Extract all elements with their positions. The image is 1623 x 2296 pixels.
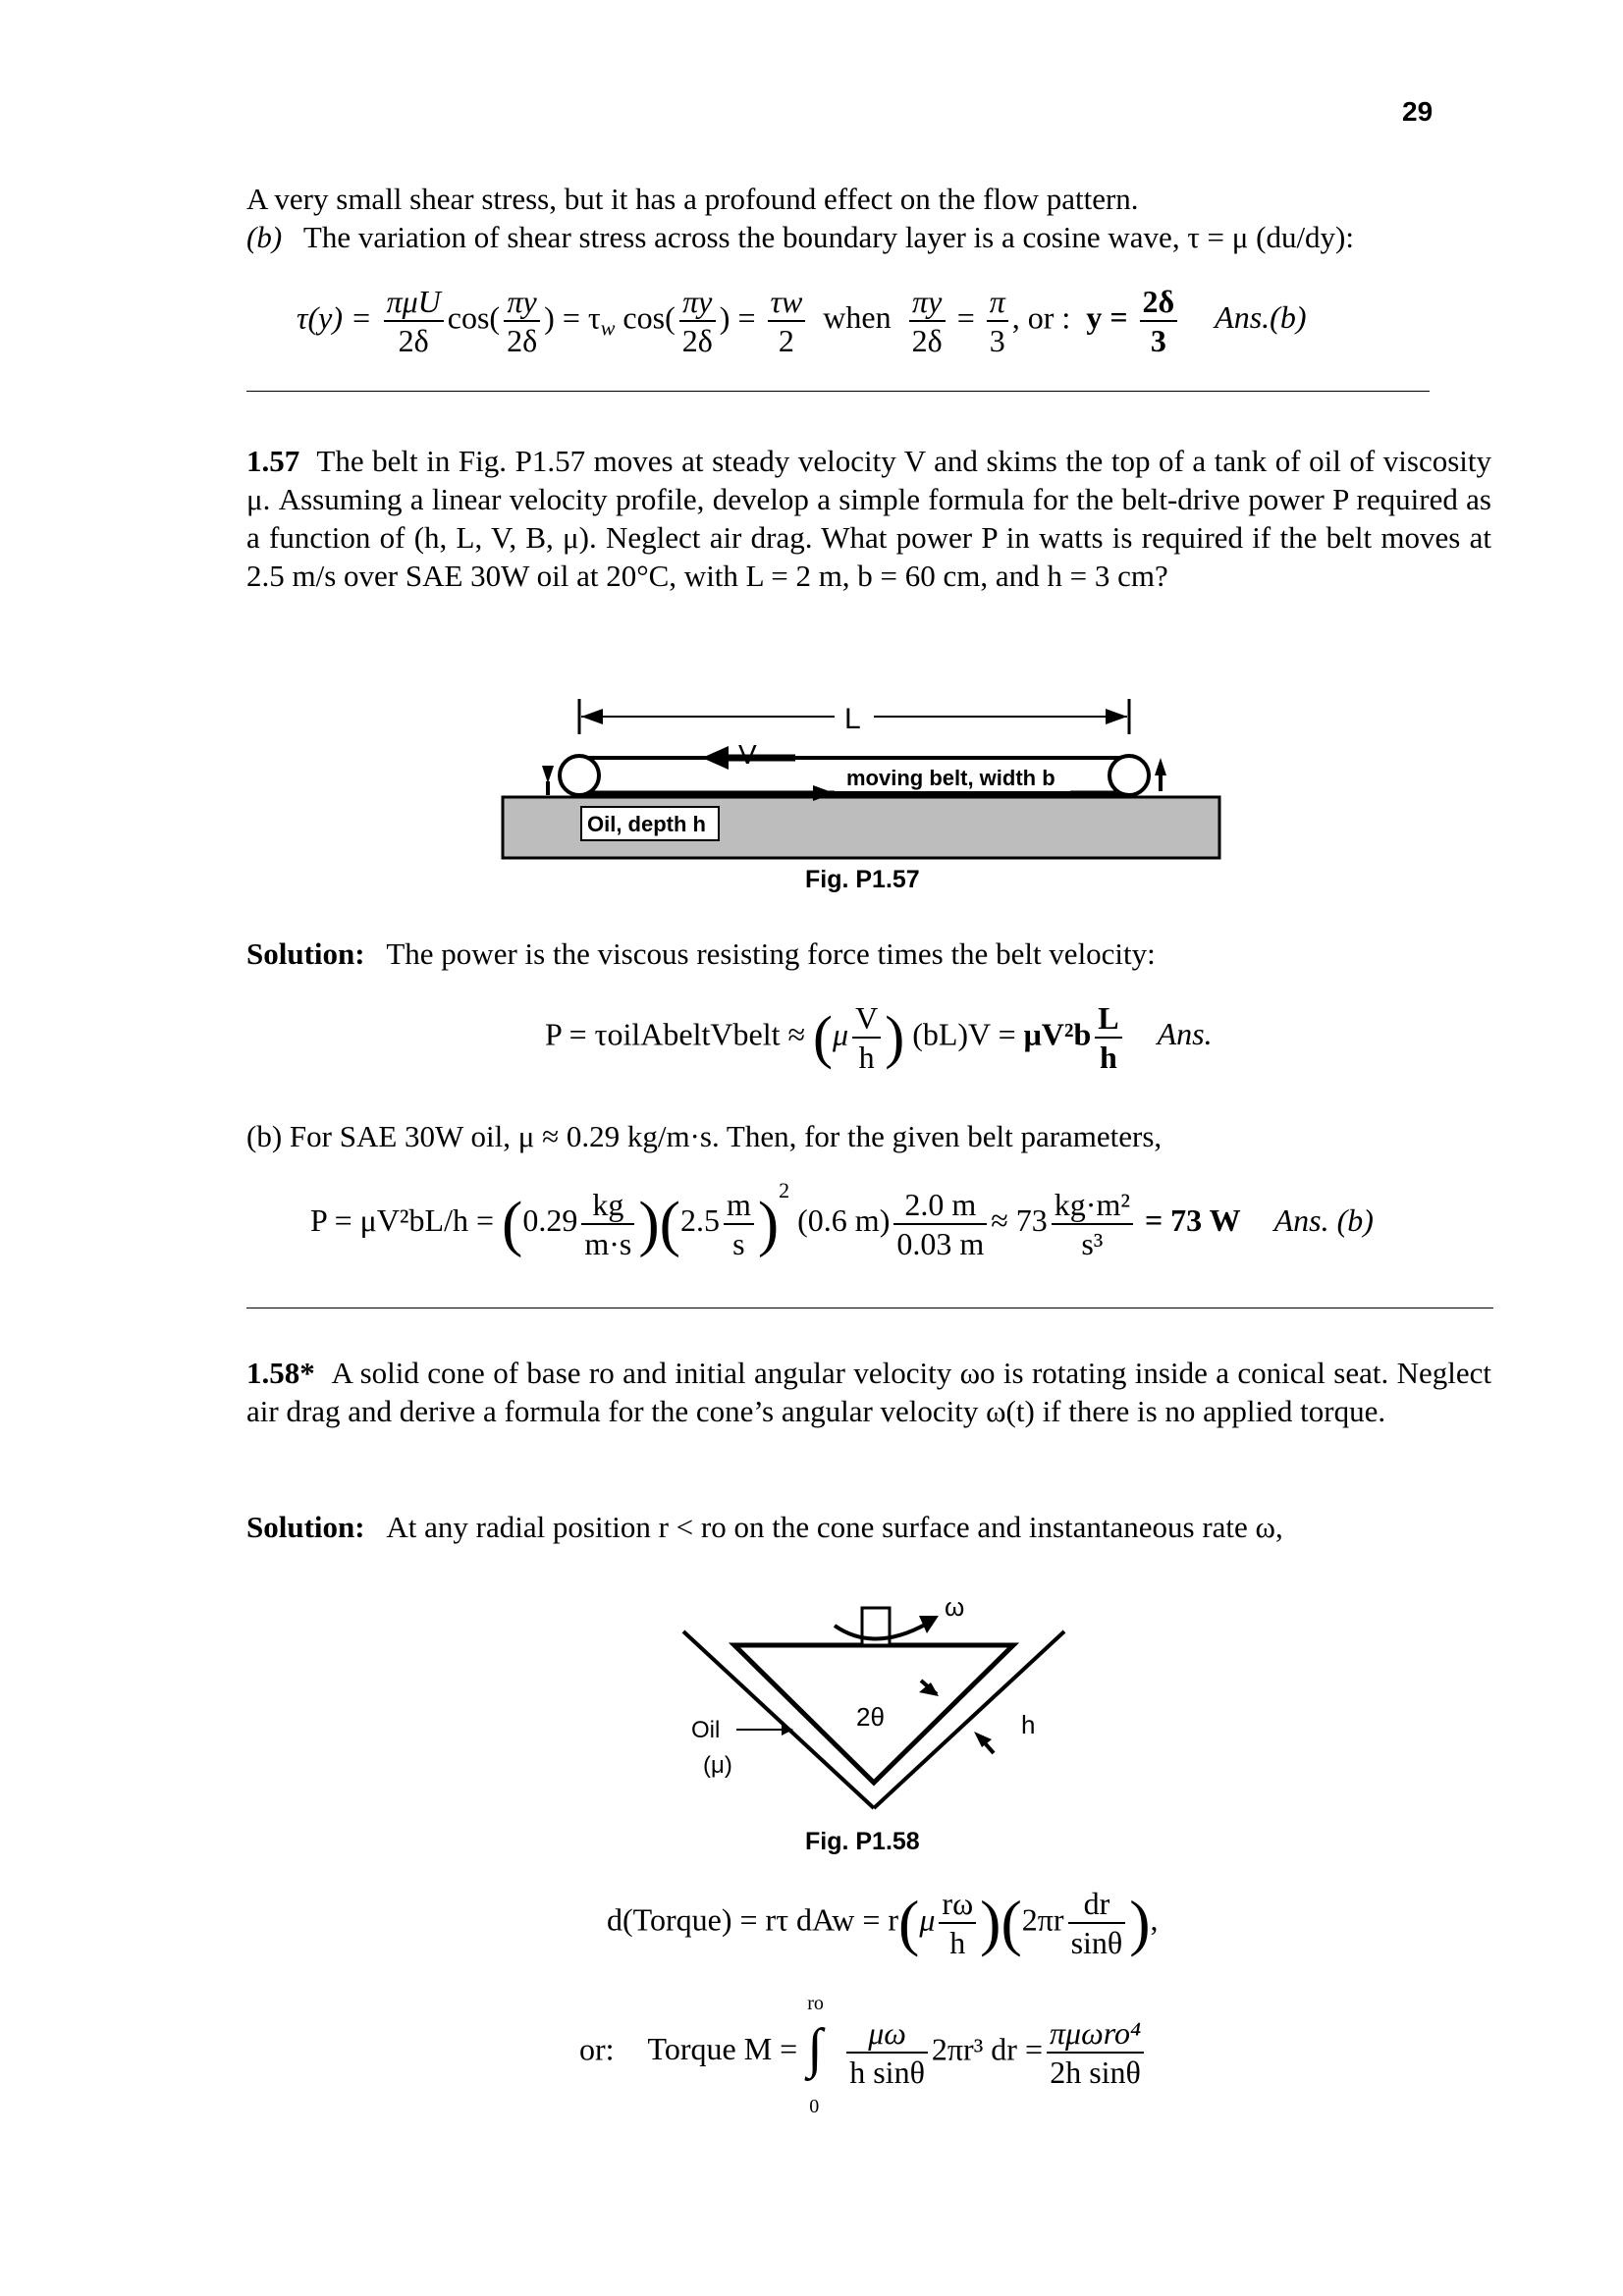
fraction bbox=[852, 999, 881, 1076]
fraction bbox=[384, 283, 444, 359]
solution-label: Solution: bbox=[246, 936, 365, 971]
eq-value: 2.5 bbox=[679, 1202, 720, 1238]
eq-mu: μ bbox=[919, 1901, 936, 1938]
eq-lhs: Torque M = bbox=[647, 2031, 798, 2067]
fraction bbox=[679, 283, 716, 359]
fraction bbox=[1047, 2014, 1144, 2091]
eq-lhs: d(Torque) = rτ dAw = r bbox=[607, 1901, 899, 1938]
equation-power-numeric: P = μV²bL/h = (0.29 $\frac{kg}{m\cdot s}$ )(2.5 $\frac{m}{s}$ )$^2$ (0.6 m) $\frac{2.0 m}{0.03 m}$ ≈ 73 $\frac{\text{kg·m²}}{\text{s³}}$ = 73 W Ans. (b) bbox=[310, 1178, 1374, 1261]
fraction-result bbox=[1095, 999, 1121, 1076]
solution-157-part-b: (b) For SAE 30W oil, μ ≈ 0.29 kg/m·s. Then, for the given belt parameters, bbox=[246, 1119, 1163, 1153]
numerator: kg bbox=[592, 1186, 624, 1222]
numerator: πμωro⁴ bbox=[1050, 2015, 1142, 2051]
denominator: 2h sinθ bbox=[1047, 2052, 1144, 2091]
eq-mu: μ bbox=[833, 1016, 849, 1052]
eq-text: cos( bbox=[615, 299, 676, 336]
solution-157-intro bbox=[246, 934, 1156, 973]
denominator: 0.03 m bbox=[893, 1223, 987, 1262]
denominator: sinθ bbox=[1068, 1922, 1126, 1961]
denominator: 2δ bbox=[504, 320, 540, 359]
problem-text: The belt in Fig. P1.57 moves at steady velocity V and skims the top of a tank of oil of viscosity μ. Assuming a linear velocity profile, develop a simple formula for the belt-drive power P required as a function of (h, L, V, B, μ). Neglect air drag. What power P in watts is required if the belt moves at 2.5 m/s over SAE 30W oil at 20°C, with L = 2 m, b = 60 cm, and h = 3 cm? bbox=[246, 444, 1492, 593]
equation-power: P = τoilAbeltVbelt ≈ (μ $\frac{V}{h}$ ) (bL)V = μV²b $\frac{L}{h}$ Ans. bbox=[545, 1000, 1213, 1075]
numerator: rω bbox=[942, 1886, 974, 1921]
belt-text: moving belt, width b bbox=[846, 766, 1055, 790]
solution-text: The power is the viscous resisting force times the belt velocity: bbox=[386, 936, 1156, 971]
rotation-arrow-left bbox=[542, 766, 554, 783]
problem-157-statement bbox=[246, 442, 1491, 595]
label-oil: Oil bbox=[691, 1717, 721, 1743]
pulley-right bbox=[1109, 756, 1149, 795]
eq-approx: ≈ 73 bbox=[991, 1202, 1048, 1238]
fraction bbox=[581, 1186, 634, 1262]
velocity-arrowhead bbox=[702, 746, 729, 770]
denominator: h bbox=[1095, 1037, 1121, 1076]
eq-exponent: 2 bbox=[779, 1178, 790, 1202]
fraction bbox=[768, 283, 806, 359]
numerator: πy bbox=[682, 284, 713, 319]
eq-text: = bbox=[956, 299, 975, 336]
solution-label: Solution: bbox=[246, 1510, 365, 1544]
eq-mid: 2πr³ dr = bbox=[931, 2031, 1043, 2067]
numerator: m bbox=[726, 1186, 751, 1222]
eq-lhs: τ(y) = bbox=[297, 299, 372, 336]
part-b-text: The variation of shear stress across the boundary layer is a cosine wave, τ = μ (du/dy): bbox=[302, 220, 1354, 254]
problem-158-statement bbox=[246, 1354, 1491, 1430]
eq-mid: (bL)V = bbox=[912, 1016, 1024, 1052]
integral-upper: ro bbox=[807, 1993, 824, 2014]
denominator: m·s bbox=[581, 1223, 634, 1262]
fraction bbox=[893, 1186, 987, 1262]
eq-or: or: bbox=[579, 2031, 615, 2067]
arrowhead-right bbox=[1106, 709, 1127, 724]
label-V: V bbox=[738, 739, 757, 770]
integral-lower: 0 bbox=[809, 2096, 820, 2117]
label-omega: ω bbox=[945, 1592, 965, 1622]
eq-lhs: P = μV²bL/h = bbox=[310, 1202, 494, 1238]
label-mu: (μ) bbox=[703, 1752, 732, 1779]
eq-sub: w bbox=[600, 315, 616, 341]
fraction bbox=[504, 283, 540, 359]
eq-value: 0.29 bbox=[522, 1202, 578, 1238]
denominator: 2δ bbox=[679, 320, 716, 359]
intro-line: A very small shear stress, but it has a profound effect on the flow pattern. bbox=[246, 182, 1139, 216]
equation-torque-integral bbox=[579, 1993, 1148, 2117]
eq-lhs: P = τoilAbeltVbelt ≈ bbox=[545, 1016, 806, 1052]
eq-y: y = bbox=[1086, 299, 1128, 336]
numerator: μω bbox=[868, 2015, 906, 2051]
numerator: τw bbox=[770, 284, 803, 319]
denominator: s bbox=[724, 1223, 754, 1262]
problem-number: 1.58* bbox=[246, 1356, 315, 1390]
section-divider bbox=[246, 391, 1430, 392]
numerator: 2δ bbox=[1142, 284, 1175, 319]
oil-text: Oil, depth h bbox=[587, 812, 706, 836]
denominator: 2 bbox=[768, 320, 806, 359]
solution-text: At any radial position r < ro on the cone surface and instantaneous rate ω, bbox=[386, 1510, 1283, 1544]
denominator: 2δ bbox=[384, 320, 444, 359]
integral bbox=[805, 1993, 835, 2117]
label-L: L bbox=[844, 703, 861, 735]
numerator: L bbox=[1098, 1000, 1119, 1036]
denominator: h sinθ bbox=[846, 2052, 928, 2091]
fraction bbox=[1068, 1885, 1126, 1961]
fraction bbox=[909, 283, 946, 359]
numerator: πy bbox=[507, 284, 537, 319]
part-b-label: (b) bbox=[246, 220, 283, 254]
eq-text: , or : bbox=[1011, 299, 1071, 336]
denominator: h bbox=[939, 1922, 976, 1961]
label-h: h bbox=[1021, 1710, 1036, 1739]
numerator: 2.0 m bbox=[904, 1186, 977, 1222]
eq-text: ) = bbox=[719, 299, 756, 336]
problem-number: 1.57 bbox=[246, 444, 300, 478]
eq-text: cos( bbox=[447, 299, 501, 336]
eq-end: , bbox=[1150, 1901, 1159, 1938]
fraction bbox=[987, 283, 1008, 359]
eq-value: (0.6 m) bbox=[797, 1202, 891, 1238]
fraction-result bbox=[1140, 283, 1178, 359]
equation-dtorque: d(Torque) = rτ dAw = r(μ $\frac{r\omega}{h}$ )(2πr $\frac{dr}{\sin\theta}$ ), bbox=[607, 1886, 1159, 1960]
numerator: kg·m² bbox=[1054, 1186, 1130, 1222]
numerator: V bbox=[855, 1000, 879, 1036]
figure-p157 bbox=[501, 687, 1227, 864]
eq-result: μV²b bbox=[1023, 1016, 1092, 1052]
arrowhead-left bbox=[581, 709, 603, 724]
eq-result: = 73 W bbox=[1144, 1202, 1241, 1238]
eq-text: when bbox=[823, 299, 892, 336]
problem-text: A solid cone of base ro and initial angular velocity ωo is rotating inside a conical seat. Neglect air drag and derive a formula for the cone’s angular velocity ω(t) if there is no applied torque. bbox=[246, 1356, 1492, 1428]
fraction bbox=[846, 2014, 928, 2091]
eq-mid: 2πr bbox=[1021, 1901, 1064, 1938]
label-2theta: 2θ bbox=[856, 1702, 885, 1732]
figure-caption-p157: Fig. P1.57 bbox=[805, 866, 920, 893]
denominator: s³ bbox=[1052, 1223, 1133, 1262]
denominator: 2δ bbox=[909, 320, 946, 359]
answer-label: Ans. (b) bbox=[1273, 1202, 1374, 1238]
page-number: 29 bbox=[1402, 96, 1434, 127]
numerator: π bbox=[989, 284, 1005, 319]
numerator: πμU bbox=[386, 284, 441, 319]
equation-shear-cosine bbox=[297, 283, 1306, 359]
denominator: h bbox=[852, 1037, 881, 1076]
fraction bbox=[1052, 1186, 1133, 1262]
numerator: dr bbox=[1083, 1886, 1110, 1921]
numerator: πy bbox=[912, 284, 943, 319]
integral-sign: ∫ bbox=[807, 2018, 823, 2079]
answer-label: Ans. bbox=[1157, 1016, 1213, 1052]
fraction bbox=[939, 1885, 976, 1961]
eq-text: ) = τ bbox=[544, 299, 601, 336]
rotation-arrow-right bbox=[1155, 758, 1166, 775]
pulley-left bbox=[560, 756, 599, 795]
fraction bbox=[724, 1186, 754, 1262]
denominator: 3 bbox=[987, 320, 1008, 359]
figure-caption-p158: Fig. P1.58 bbox=[805, 1828, 920, 1855]
answer-label: Ans.(b) bbox=[1215, 299, 1307, 336]
solution-158-intro bbox=[246, 1508, 1283, 1546]
figure-p158 bbox=[668, 1590, 1080, 1826]
denominator: 3 bbox=[1140, 320, 1178, 359]
intro-part-b bbox=[246, 218, 1354, 256]
